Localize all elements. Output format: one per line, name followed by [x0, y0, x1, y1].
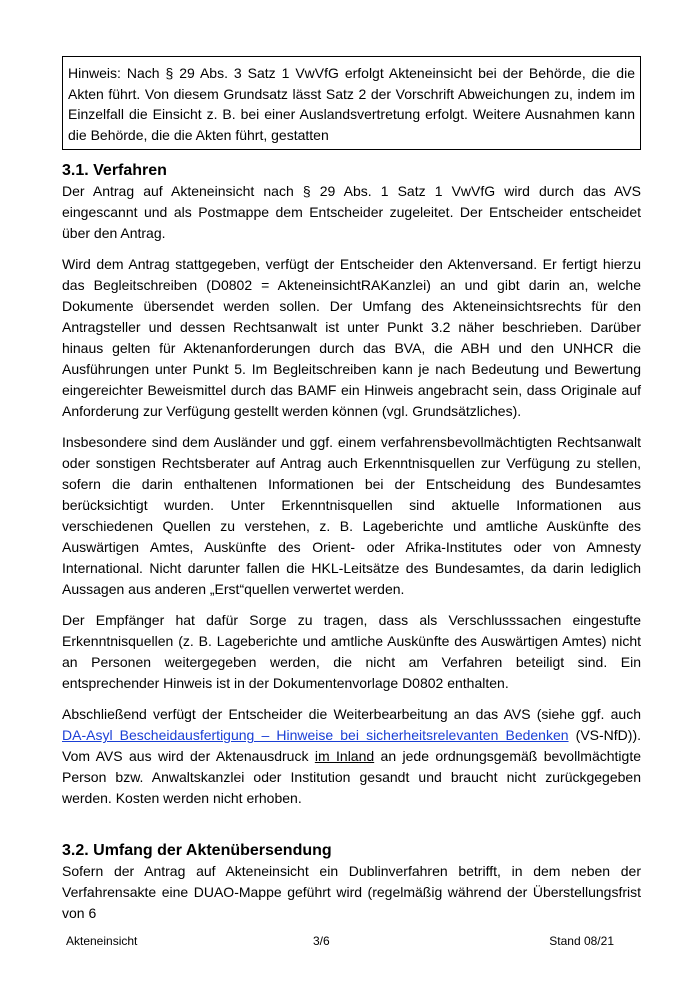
paragraph: Sofern der Antrag auf Akteneinsicht ein Dublinverfahren betrifft, in dem neben der Verfahrensakte eine DUAO-Mappe geführt wird (regelmäßig während der Überstellungsfrist von 6	[62, 863, 641, 922]
paragraph: Insbesondere sind dem Ausländer und ggf. einem verfahrensbevollmächtigten Rechtsanwalt oder sonstigen Rechtsberater auf Antrag auch Erkenntnisquellen zur Verfügung zu stellen, sofern die darin enthaltenen Informationen bei der Entscheidung des Bundesamtes berücksichtigt wurden. Unter Erkenntnisquellen sind aktuelle Informationen aus verschiedenen Quellen zu verstehen, z. B. Lageberichte und amtliche Auskünfte des Auswärtigen Amtes, Auskünfte des Orient- oder Afrika-Institutes oder von Amnesty International. Nicht darunter fallen die HKL-Leitsätze des Bundesamtes, da darin lediglich Aussagen aus anderen „Erst“quellen verwertet werden.	[62, 434, 641, 598]
note-box: Hinweis: Nach § 29 Abs. 3 Satz 1 VwVfG erfolgt Akteneinsicht bei der Behörde, die die Akten führt. Von diesem Grundsatz lässt Satz 2 der Vorschrift Abweichungen zu, indem im Einzelfall die Einsicht z. B. bei einer Auslandsvertretung erfolgt. Weitere Ausnahmen kann die Behörde, die die Akten führt, gestatten	[62, 56, 641, 150]
page-number: 3/6	[313, 934, 330, 948]
paragraph: Wird dem Antrag stattgegeben, verfügt der Entscheider den Aktenversand. Er fertigt hierzu das Begleitschreiben (D0802 = AkteneinsichtRAKanzlei) an und gibt darin an, welche Dokumente übersendet werden sollen. Der Umfang des Akteneinsichtsrechts für den Antragsteller und dessen Rechtsanwalt ist unter Punkt 3.2 näher beschrieben. Darüber hinaus gelten für Aktenanforderungen durch das BVA, die ABH und den UNHCR die Ausführungen unter Punkt 5. Im Begleitschreiben kann je nach Bedeutung und Bewertung eingereichter Beweismittel durch das BAMF ein Hinweis angebracht sein, dass Originale auf Anforderung zur Verfügung gestellt werden können (vgl. Grundsätzliches).	[62, 256, 641, 420]
footer-date: Stand 08/21	[549, 934, 614, 948]
paragraph	[62, 704, 641, 809]
text-run: (VS-NfD)). Vom AVS aus wird der Aktenausdruck	[62, 727, 641, 765]
paragraph: Der Empfänger hat dafür Sorge zu tragen, dass als Verschlusssachen eingestufte Erkenntnisquellen (z. B. Lageberichte und amtliche Auskünfte des Auswärtigen Amtes) nicht an Personen weitergegeben werden, die nicht am Verfahren beteiligt sind. Ein entsprechender Hinweis ist in der Dokumentenvorlage D0802 enthalten.	[62, 612, 641, 692]
section-heading-verfahren: 3.1. Verfahren	[62, 162, 167, 180]
paragraph: Der Antrag auf Akteneinsicht nach § 29 Abs. 1 Satz 1 VwVfG wird durch das AVS eingescannt und als Postmappe dem Entscheider zugeleitet. Der Entscheider entscheidet über den Antrag.	[62, 183, 641, 242]
section-heading-umfang: 3.2. Umfang der Aktenübersendung	[62, 842, 332, 860]
footer-title: Akteneinsicht	[66, 934, 138, 948]
document-page	[62, 56, 641, 924]
da-asyl-link[interactable]: DA-Asyl Bescheidausfertigung – Hinweise bei sicherheitsrelevanten Bedenken	[62, 727, 569, 744]
text-run: Abschließend verfügt der Entscheider die Weiterbearbeitung an das AVS (siehe ggf. auch	[62, 706, 641, 723]
underlined-text: im Inland	[314, 748, 375, 765]
text-run: an jede ordnungsgemäß bevollmächtigte Person bzw. Anwaltskanzlei oder Institution gesandt und braucht nicht zurückgegeben werden. Kosten werden nicht erhoben.	[62, 748, 641, 807]
